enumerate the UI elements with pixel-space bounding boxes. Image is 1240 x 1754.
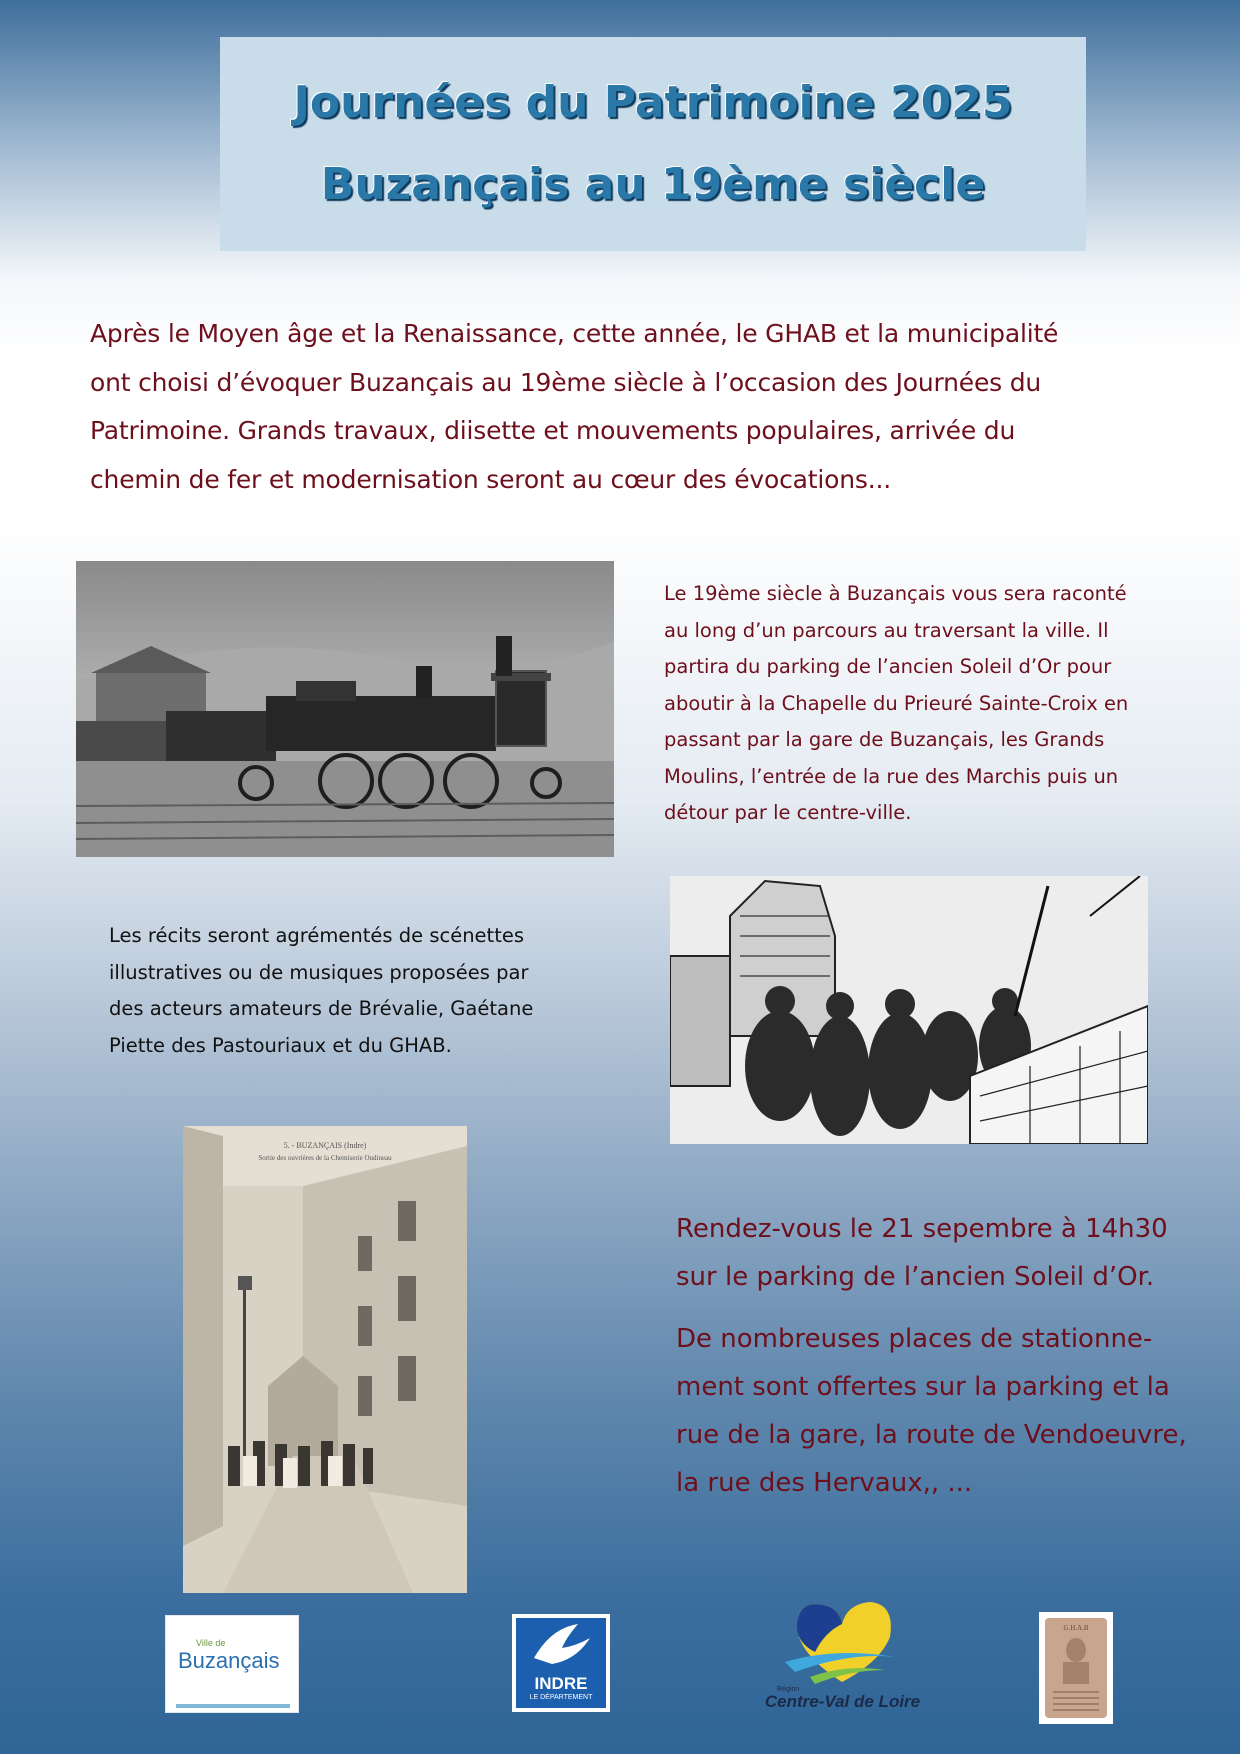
route-line: partira du parking de l’ancien Soleil d’Or pour bbox=[664, 655, 1112, 678]
intro-line: Patrimoine. Grands travaux, diisette et mouvements populaires, arrivée du bbox=[90, 416, 1016, 445]
page-subtitle: Buzançais au 19ème siècle bbox=[320, 159, 986, 210]
ghab-logo bbox=[1039, 1612, 1113, 1724]
route-line: aboutir à la Chapelle du Prieuré Sainte-Croix en bbox=[664, 691, 1129, 715]
rendezvous-line: sur le parking de l’ancien Soleil d’Or. bbox=[676, 1262, 1155, 1292]
parking-line: De nombreuses places de stationne- bbox=[676, 1324, 1153, 1354]
intro-line: ont choisi d’évoquer Buzançais au 19ème siècle à l’occasion des Journées du bbox=[90, 367, 1042, 397]
title-box bbox=[220, 37, 1086, 251]
intro-line: chemin de fer et modernisation seront au cœur des évocations... bbox=[90, 464, 891, 494]
route-line: passant par la gare de Buzançais, les Grands bbox=[664, 728, 1105, 751]
centre-val-de-loire-logo bbox=[755, 1592, 930, 1722]
performers-line: illustratives ou de musiques proposées par bbox=[109, 960, 529, 984]
rendezvous-block bbox=[676, 1205, 1236, 1507]
ghab-logo-text: G.H.A.B bbox=[1063, 1624, 1089, 1632]
locomotive-photo bbox=[76, 561, 614, 857]
buzancais-logo-small: Ville de bbox=[196, 1638, 226, 1648]
stone-relief-icon bbox=[1039, 1612, 1113, 1724]
spacer bbox=[676, 1301, 1236, 1315]
parking-line: la rue des Hervaux,, ... bbox=[676, 1468, 973, 1498]
rendezvous-line: Rendez-vous le 21 sepembre à 14h30 bbox=[676, 1214, 1168, 1244]
indre-logo-text: INDRE bbox=[534, 1674, 588, 1693]
buzancais-logo-text: Buzançais bbox=[178, 1648, 280, 1673]
postcard-photo bbox=[183, 1126, 467, 1593]
parking-line: ment sont offertes sur la parking et la bbox=[676, 1372, 1170, 1402]
route-line: Moulins, l’entrée de la rue des Marchis puis un bbox=[664, 764, 1119, 788]
parking-line: rue de la gare, la route de Vendoeuvre, bbox=[676, 1420, 1187, 1450]
cvl-logo-small: Région bbox=[777, 1686, 800, 1693]
buzancais-logo bbox=[165, 1615, 299, 1713]
intro-paragraph bbox=[90, 310, 1170, 504]
route-line: Le 19ème siècle à Buzançais vous sera raconté bbox=[664, 582, 1127, 605]
route-line: détour par le centre-ville. bbox=[664, 801, 912, 824]
crowd-engraving bbox=[670, 876, 1148, 1144]
heart-icon bbox=[755, 1592, 930, 1692]
performers-line: des acteurs amateurs de Brévalie, Gaétane bbox=[109, 997, 534, 1020]
postcard-caption-1: 5. - BUZANÇAIS (Indre) bbox=[283, 1141, 367, 1150]
performers-description bbox=[109, 918, 589, 1064]
performers-line: Les récits seront agrémentés de scénettes bbox=[109, 924, 525, 947]
bird-icon bbox=[516, 1618, 606, 1674]
indre-logo bbox=[512, 1614, 610, 1712]
route-line: au long d’un parcours au traversant la ville. Il bbox=[664, 618, 1109, 642]
intro-line: Après le Moyen âge et la Renaissance, cette année, le GHAB et la municipalité bbox=[90, 319, 1059, 348]
indre-logo-block bbox=[516, 1618, 606, 1708]
page-title: Journées du Patrimoine 2025 bbox=[293, 77, 1013, 128]
route-description bbox=[664, 576, 1164, 832]
cvl-logo-text: Centre-Val de Loire bbox=[764, 1692, 921, 1711]
postcard-caption-2: Sortie des ouvrières de la Chemiserie Oudineau bbox=[258, 1154, 392, 1162]
performers-line: Piette des Pastouriaux et du GHAB. bbox=[109, 1033, 452, 1057]
indre-logo-sub: LE DÉPARTEMENT bbox=[529, 1694, 593, 1701]
